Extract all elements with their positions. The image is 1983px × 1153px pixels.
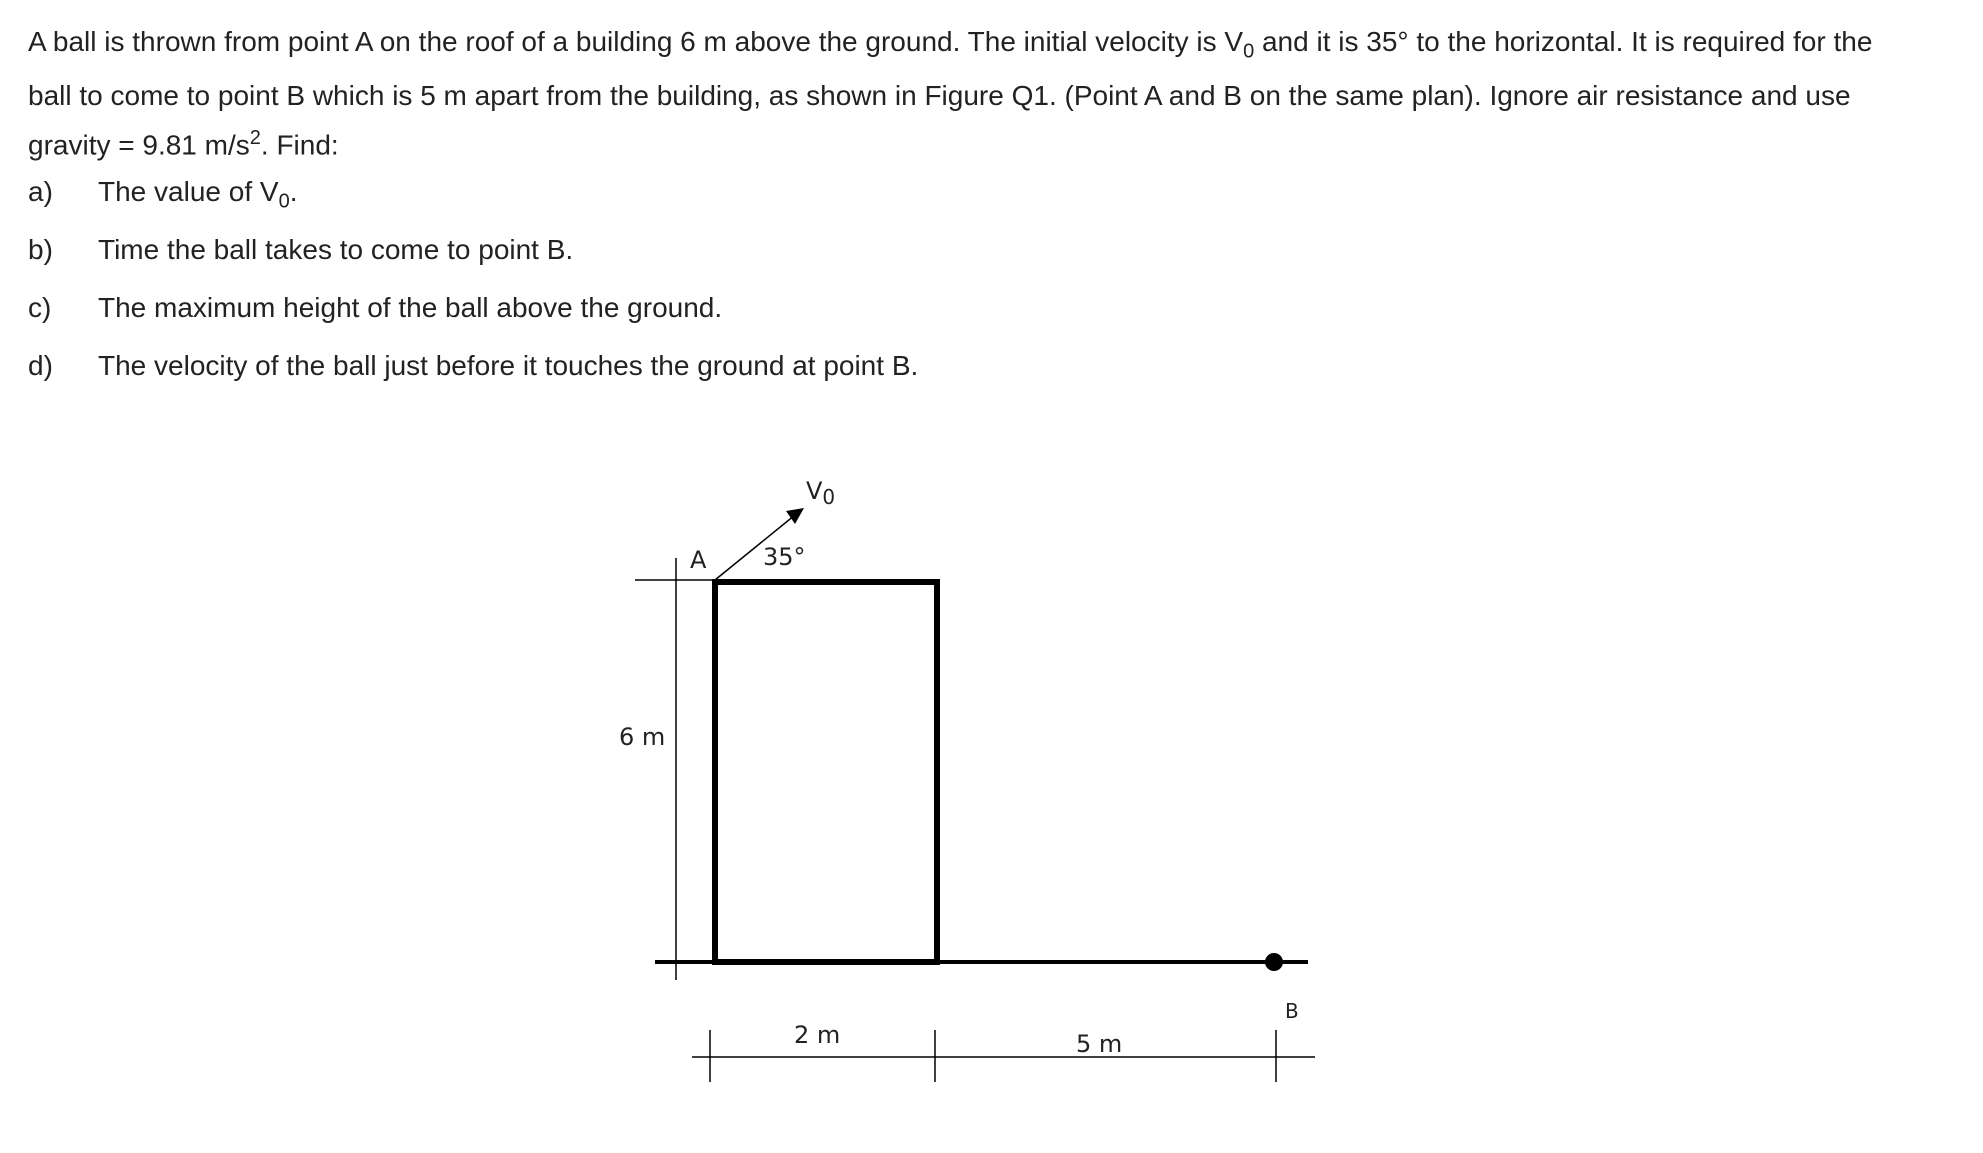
part-b-label: b) — [28, 234, 53, 265]
width-label: 2 m — [794, 1021, 841, 1049]
point-a-label: A — [690, 546, 707, 574]
part-b-text: Time the ball takes to come to point B. — [98, 234, 574, 265]
height-label: 6 m — [619, 723, 666, 751]
distance-label: 5 m — [1076, 1030, 1123, 1058]
part-a-label: a) — [28, 176, 53, 207]
building — [715, 582, 937, 962]
v0-label: $V_0$ — [806, 477, 836, 509]
problem-text: A ball is thrown from point A on the roof of a building 6 m above the ground. The initial velocity is $V_0$ and it is 35° to the horizontal. It is required for the ball to come to point B which is 5 m apart from the building, as shown in Figure Q1. (Point A and B on the same plan). Ignore air resistance and use gravity = 9.81 $m/s^2$. Find: — [28, 26, 1873, 160]
part-c-label: c) — [28, 292, 52, 323]
angle-label: 35° — [763, 543, 806, 571]
part-c-text: The maximum height of the ball above the ground. — [98, 292, 723, 323]
point-b-label: B — [1285, 999, 1299, 1023]
point-b-marker — [1265, 953, 1283, 971]
part-d-text: The velocity of the ball just before it touches the ground at point B. — [98, 350, 919, 381]
part-d-label: d) — [28, 350, 53, 381]
part-a-text: The value of $V_0$. — [98, 176, 298, 213]
velocity-arrowhead — [786, 508, 804, 524]
